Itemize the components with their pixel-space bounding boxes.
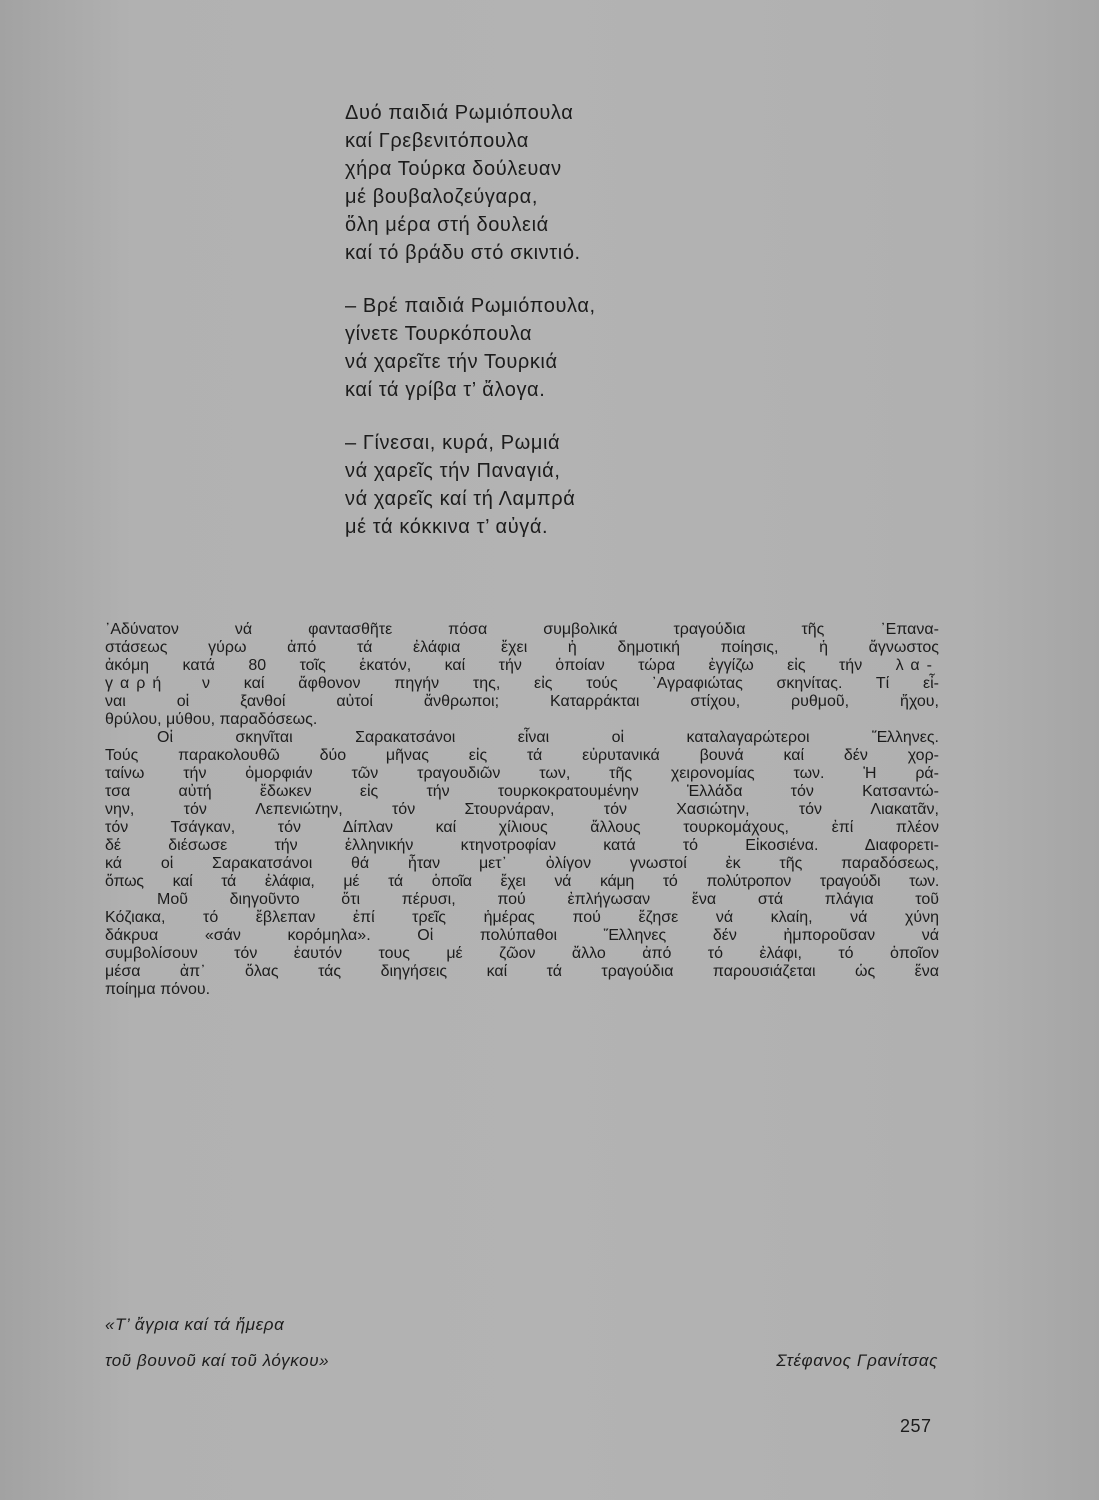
- page-number: 257: [900, 1416, 932, 1436]
- prose-line: ν καί ἄφθονον πηγήν της, εἰς τούς ᾿Αγραφιώτας σκηνίτας. Τί εἶ-: [202, 675, 939, 692]
- prose-line-wrapper: [105, 657, 939, 675]
- prose-line: κά οἱ Σαρακατσάνοι θά ἦταν μετ᾿ ὀλίγον γνωστοί ἐκ τῆς παραδόσεως,: [105, 855, 939, 872]
- poem-stanza: [345, 99, 765, 267]
- prose-spaced-word: γαρή: [105, 675, 169, 692]
- source-line: «Τ’ ἄγρια καί τά ἥμερα: [105, 1315, 285, 1334]
- poem-line: νά χαρεῖς καί τή Λαμπρά: [345, 488, 576, 510]
- poem-stanza: [345, 292, 765, 404]
- poem-line: ὅλη μέρα στή δουλειά: [345, 214, 549, 236]
- source-line: τοῦ βουνοῦ καί τοῦ λόγκου»: [105, 1351, 330, 1370]
- poem-line: – Γίνεσαι, κυρά, Ρωμιά: [345, 432, 561, 454]
- poem-line: γίνετε Τουρκόπουλα: [345, 323, 533, 345]
- prose-line: Κόζιακα, τό ἔβλεπαν ἐπί τρεῖς ἡμέρας πού ἔζησε νά κλαίη, νά χύνη: [105, 909, 939, 926]
- prose-line: ἀκόμη κατά 80 τοῖς ἑκατόν, καί τήν ὁποίαν τώρα ἐγγίζω εἰς τήν: [105, 657, 863, 674]
- prose-line: ποίημα πόνου.: [105, 981, 211, 998]
- prose-spaced-word: λα-: [895, 657, 940, 674]
- prose-line: ταίνω τήν ὀμορφιάν τῶν τραγουδιῶν των, τῆς χειρονομίας των. Ἡ ρά-: [105, 765, 939, 782]
- prose-line: συμβολίσουν τόν ἑαυτόν τους μέ ζῶον ἄλλο ἀπό τό ἐλάφι, τό ὁποῖον: [105, 945, 939, 962]
- prose-line: ὅπως καί τά ἐλάφια, μέ τά ὁποῖα ἔχει νά κάμη τό πολύτροπον τραγούδι των.: [105, 873, 939, 890]
- prose-line: δέ διέσωσε τήν ἑλληνικήν κτηνοτροφίαν κατά τό Εἰκοσιένα. Διαφορετι-: [105, 837, 939, 854]
- prose-line: δάκρυα «σάν κορόμηλα». Οἱ πολύπαθοι Ἕλληνες δέν ἠμποροῦσαν νά: [105, 927, 939, 944]
- source-citation: [105, 1307, 329, 1379]
- poem-line: καί Γρεβενιτόπουλα: [345, 130, 529, 152]
- prose-paragraph: [105, 621, 939, 729]
- prose-line: μέσα ἀπ᾿ ὅλας τάς διηγήσεις καί τά τραγούδια παρουσιάζεται ὡς ἕνα: [105, 963, 939, 980]
- prose-line: τόν Τσάγκαν, τόν Δίπλαν καί χίλιους ἄλλους τουρκομάχους, ἐπί πλέον: [105, 819, 939, 836]
- prose-body: [105, 621, 939, 999]
- poem-line: καί τά γρίβα τ’ ἄλογα.: [345, 379, 546, 401]
- poem-line: Δυό παιδιά Ρωμιόπουλα: [345, 102, 574, 124]
- prose-line: ᾿Αδύνατον νά φαντασθῆτε πόσα συμβολικά τραγούδια τῆς ᾿Επανα-: [105, 621, 939, 638]
- prose-line: Μοῦ διηγοῦντο ὅτι πέρυσι, πού ἐπλήγωσαν ἕνα στά πλάγια τοῦ: [157, 891, 939, 908]
- prose-line: θρύλου, μύθου, παραδόσεως.: [105, 711, 318, 728]
- prose-line: Οἱ σκηνῖται Σαρακατσάνοι εἶναι οἱ καταλαγαρώτεροι Ἕλληνες.: [157, 729, 939, 746]
- prose-line: ναι οἱ ξανθοί αὐτοί ἄνθρωποι; Καταρράκται στίχου, ρυθμοῦ, ἤχου,: [105, 693, 939, 710]
- poem-line: μέ βουβαλοζεύγαρα,: [345, 186, 538, 208]
- prose-line-wrapper: [105, 675, 939, 693]
- prose-line: νην, τόν Λεπενιώτην, τόν Στουρνάραν, τόν Χασιώτην, τόν Λιακατᾶν,: [105, 801, 939, 818]
- prose-line: στάσεως γύρω ἀπό τά ἐλάφια ἔχει ἡ δημοτική ποίησις, ἡ ἄγνωστος: [105, 639, 939, 656]
- poem: [345, 99, 765, 566]
- poem-line: νά χαρεῖτε τήν Τουρκιά: [345, 351, 558, 373]
- prose-paragraph: [105, 729, 939, 891]
- poem-line: χήρα Τούρκα δούλευαν: [345, 158, 562, 180]
- poem-stanza: [345, 429, 765, 541]
- prose-line: Τούς παρακολουθῶ δύο μῆνας εἰς τά εὐρυτανικά βουνά καί δέν χορ-: [105, 747, 939, 764]
- poem-line: – Βρέ παιδιά Ρωμιόπουλα,: [345, 295, 596, 317]
- author-name: Στέφανος Γρανίτσας: [776, 1351, 938, 1370]
- poem-line: καί τό βράδυ στό σκιντιό.: [345, 242, 581, 264]
- prose-line: τσα αὐτή ἔδωκεν εἰς τήν τουρκοκρατουμένην Ἑλλάδα τόν Κατσαντώ-: [105, 783, 939, 800]
- prose-paragraph: [105, 891, 939, 999]
- poem-line: νά χαρεῖς τήν Παναγιά,: [345, 460, 561, 482]
- poem-line: μέ τά κόκκινα τ’ αὐγά.: [345, 516, 549, 538]
